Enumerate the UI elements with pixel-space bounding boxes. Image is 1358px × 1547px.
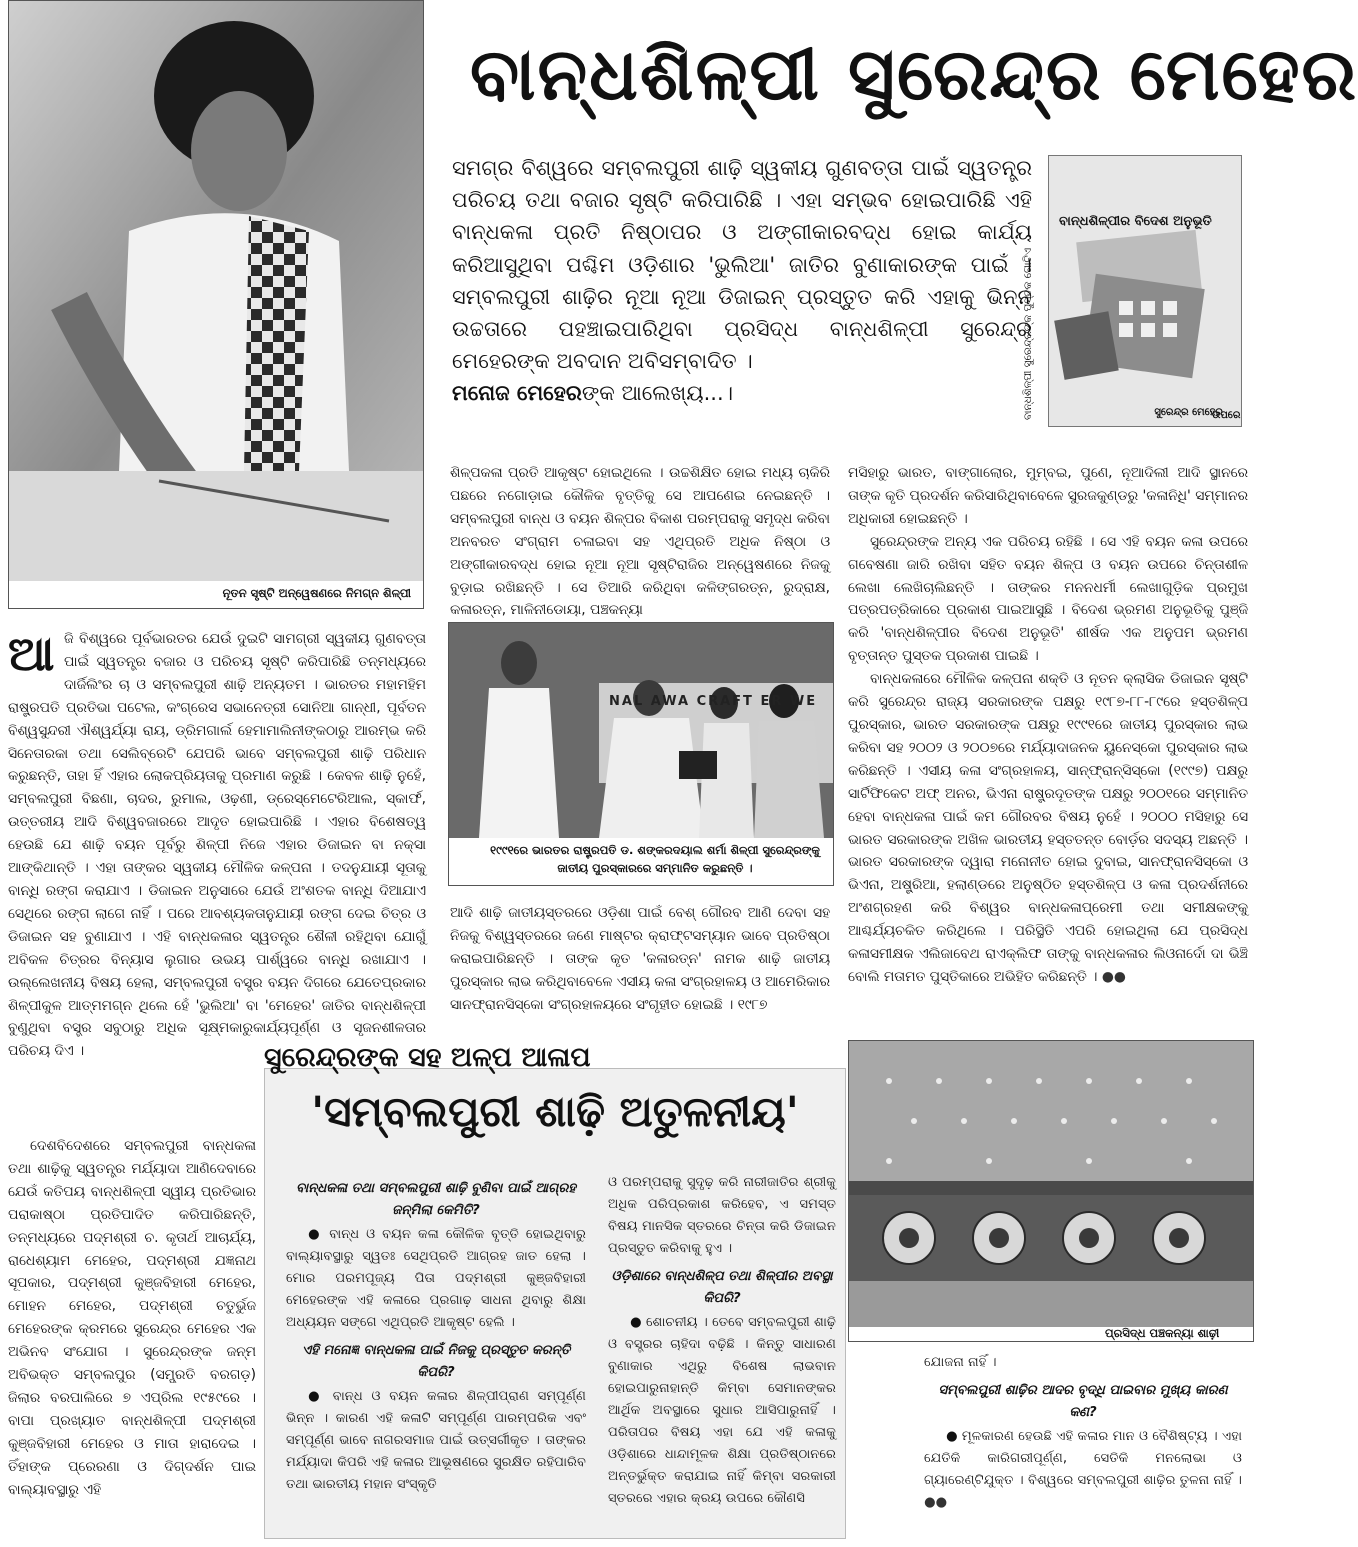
saree-photo xyxy=(849,1041,1253,1327)
col1b-para: ଦେଶବିଦେଶରେ ସମ୍ବଲପୁରୀ ବାନ୍ଧକଳା ତଥା ଶାଢ଼ିକୁ ସ୍ୱତନ୍ତ୍ର ମର୍ଯ୍ୟାଦା ଆଣିଦେବାରେ ଯେଉଁ କତିପୟ ବାନ୍ଧଶିଳ୍ପୀ ସ୍ୱୀୟ ପ୍ରତିଭାର ପରାକାଷ୍ଠା ପ୍ରତିପାଦିତ କରିପାରିଛନ୍ତି, ତନ୍ମଧ୍ୟରେ ପଦ୍ମଶ୍ରୀ ଚ. କୃତାର୍ଥ ଆଚାର୍ଯ୍ୟ, ରାଧେଶ୍ୟାମ ମେହେର, ପଦ୍ମଶ୍ରୀ ଯଜ୍ଞନାଥ ସୂପକାର, ପଦ୍ମଶ୍ରୀ କୁଞ୍ଜବିହାରୀ ମେହେର, ମୋହନ ମେହେର, ପଦ୍ମଶ୍ରୀ ଚତୁର୍ଭୁଜ ମେହେରଙ୍କ କ୍ରମରେ ସୁରେନ୍ଦ୍ର ମେହେର ଏକ ଅଭିନବ ସଂଯୋଗ । ସୁରେନ୍ଦ୍ରଙ୍କ ଜନ୍ମ ଅବିଭକ୍ତ ସମ୍ବଲପୁର (ସମ୍ପ୍ରତି ବରଗଡ଼) ଜିଲାର ବରପାଲିରେ ୭ ଏପ୍ରିଲ ୧୯୫୯ରେ । ବାପା ପ୍ରଖ୍ୟାତ ବାନ୍ଧଶିଳ୍ପୀ ପଦ୍ମଶ୍ରୀ କୁଞ୍ଜବିହାରୀ ମେହେର ଓ ମାତା ହାରାଦେଇ । ତିଁହାଙ୍କ ପ୍ରେରଣା ଓ ଦିଗ୍‌ଦର୍ଶନ ପାଇ ବାଲ୍ୟାବସ୍ଥାରୁ ଏହି xyxy=(8,1138,256,1498)
book-cover xyxy=(1048,155,1242,427)
byline-suffix: ଙ୍କ ଆଲେଖ୍ୟ...। xyxy=(581,381,734,406)
interview-column-3 xyxy=(924,1352,1242,1514)
award-caption-1: ୧୯୯୧ରେ ଭାରତର ରାଷ୍ଟ୍ରପତି ଡ. ଶଙ୍କରଦୟାଲ ଶର୍ମା ଶିଳ୍ପୀ ସୁରେନ୍ଦ୍ରଙ୍କୁ xyxy=(490,843,820,857)
end-mark-icon: ●● xyxy=(1101,968,1126,985)
body-column-3 xyxy=(848,462,1248,989)
interview-title: 'ସମ୍ବଲପୁରୀ ଶାଢ଼ି ଅତୁଳନୀୟ' xyxy=(311,1087,799,1136)
interview-q1: ବାନ୍ଧକଳା ତଥା ସମ୍ବଲପୁରୀ ଶାଢ଼ି ବୁଣିବା ପାଇଁ ଆଗ୍ରହ ଜନ୍ମିଲା କେମିତି? xyxy=(296,1181,576,1218)
saree-caption: ପ୍ରସିଦ୍ଧ ପଞ୍ଚକନ୍ୟା ଶାଢ଼ୀ xyxy=(1105,1326,1220,1340)
interview-q4: ସମ୍ବଲପୁରୀ ଶାଢ଼ିର ଆଦର ବୃଦ୍ଧି ପାଇବାର ମୁଖ୍ୟ କାରଣ କଣ? xyxy=(938,1383,1228,1420)
interview-a2b: ଓ ପରମ୍ପରାକୁ ସୁଦୃଢ଼ କରି ନାରୀଜାତିର ଶ୍ରୀକୁ ଅଧିକ ପରିପ୍ରକାଶ କରିହେବ, ଏ ସମସ୍ତ ବିଷୟ ମାନସିକ ସ୍ତରରେ ଚିନ୍ତା କରି ଡିଜାଇନ ପ୍ରସ୍ତୁତ କରିବାକୁ ହୁଏ । xyxy=(608,1175,836,1256)
col3c-text: ବାନ୍ଧକଳାରେ ମୌଳିକ କଳ୍ପନା ଶକ୍ତି ଓ ନୂତନ କ୍ଲାସିକ ଡିଜାଇନ ସୃଷ୍ଟି କରି ସୁରେନ୍ଦ୍ର ରାଜ୍ୟ ସରକାରଙ୍କ ପକ୍ଷରୁ ୧୯୮୭-୮୮-୮୯ରେ ହସ୍ତଶିଳ୍ପ ପୁରସ୍କାର, ଭାରତ ସରକାରଙ୍କ ପକ୍ଷରୁ ୧୯୯୧ରେ ଜାତୀୟ ପୁରସ୍କାର ଲାଭ କରିବା ସହ ୨୦୦୨ ଓ ୨୦୦୭ରେ ମର୍ଯ୍ୟାଦାଜନକ ୟୁନେସ୍କୋ ପୁରସ୍କାର ଲାଭ କରିଛନ୍ତି । ଏସୀୟ କଳା ସଂଗ୍ରହାଳୟ, ସାନ୍‌ଫ୍ରାନ୍‌ସିସ୍କୋ (୧୯୯୭) ପକ୍ଷରୁ ସାର୍ଟିଫିକେଟ ଅଫ୍ ଅନର, ଭିଏନା ରାଷ୍ଟ୍ରଦୂତଙ୍କ ପକ୍ଷରୁ ୨୦୦୧ରେ ସମ୍ମାନିତ ହେବା ବାନ୍ଧକଳା ପାଇଁ କମ ଗୌରବର ବିଷୟ ନୁହେଁ । ୨୦୦୦ ମସିହାରୁ ସେ ଭାରତ ସରକାରଙ୍କ ଅଖିଳ ଭାରତୀୟ ହସ୍ତତନ୍ତ ବୋର୍ଡ଼ର ସଦସ୍ୟ ଅଛନ୍ତି । ଭାରତ ସରକାରଙ୍କ ଦ୍ୱାରା ମନୋନୀତ ହୋଇ ଦୁବାଇ, ସାନଫ୍ରାନସିସ୍କୋ ଓ ଭିଏନା, ଅଷ୍ଟ୍ରିଆ, ହଲାଣ୍ଡରେ ଅନୁଷ୍ଠିତ ହସ୍ତଶିଳ୍ପ ଓ କଳା ପ୍ରଦର୍ଶନୀରେ ଅଂଶଗ୍ରହଣ କରି ବିଶ୍ୱର ବାନ୍ଧକଳାପ୍ରେମୀ ତଥା ସମୀକ୍ଷକଙ୍କୁ ଆଶ୍ଚର୍ଯ୍ୟଚକିତ କରିଥିଲେ । ପରିସ୍ଥିତି ଏପରି ହୋଇଥିଲା ଯେ ପ୍ରସିଦ୍ଧ କଳାସମୀକ୍ଷକ ଏଲିଜାବେଥ ରାଏକ୍ଲିଫ ତାଙ୍କୁ ବାନ୍ଧକଳାର ଲିଓନାର୍ଦୋ ଦା ଭିଞ୍ଚି ବୋଲି ମତାମତ ପୁସ୍ତିକାରେ ଅଭିହିତ କରିଛନ୍ତି । xyxy=(848,671,1248,985)
col3c-para xyxy=(848,668,1248,989)
book-corner-label: ଉପରେ xyxy=(1212,410,1241,421)
award-banner: NAL AWA CRAFT ER WE xyxy=(609,694,818,709)
interview-q2: ଏହି ମନୋଜ୍ଞ ବାନ୍ଧକଳା ପାଇଁ ନିଜକୁ ପ୍ରସ୍ତୁତ କରନ୍ତି କିପରି? xyxy=(301,1343,571,1380)
col2a-para: ଶିଳ୍ପକଳା ପ୍ରତି ଆକୃଷ୍ଟ ହୋଇଥିଲେ । ଉଚ୍ଚଶିକ୍ଷିତ ହୋଇ ମଧ୍ୟ ଚାକିରି ପଛରେ ନଗୋଡ଼ାଇ କୌଳିକ ବୃତ୍ତିକୁ ସେ ଆପଣେଇ ନେଇଛନ୍ତି । ସମ୍ବଲପୁରୀ ବାନ୍ଧ ଓ ବୟନ ଶିଳ୍ପର ବିକାଶ ପରମ୍ପରାକୁ ସମୃଦ୍ଧ କରିବା ଅନବରତ ସଂଗ୍ରାମ ଚଳାଇବା ସହ ଏଥିପ୍ରତି ଅଧିକ ନିଷ୍ଠା ଓ ଅଙ୍ଗୀକାରବଦ୍ଧ ହୋଇ ନୂଆ ନୂଆ ସୃଷ୍ଟିରାଜିର ଅନ୍ୱେଷଣରେ ନିଜକୁ ବୁଡ଼ାଇ ରଖିଛନ୍ତି । ସେ ତିଆରି କରିଥିବା କଳିଙ୍ଗରତ୍ନ, ରୁଦ୍ରାକ୍ଷ, କଳାରତ୍ନ, ମାଳିନୀଡୋୟା, ପଞ୍ଚକନ୍ୟା xyxy=(450,465,830,619)
artist-photo-frame xyxy=(8,0,424,609)
interview-kicker: ସୁରେନ୍ଦ୍ରଙ୍କ ସହ ଅଳ୍ପ ଆଳାପ xyxy=(264,1042,591,1073)
interview-a4: ● ମୂଳକାରଣ ହେଉଛି ଏହି କଳାର ମାନ ଓ ବୈଶିଷ୍ଟ୍ୟ । ଏହା ଯେତିକି କାରିଗରୀପୂର୍ଣ୍ଣ, ସେତିକି ମନଲୋଭା ଓ ଗ୍ୟାରେଣ୍ଟିଯୁକ୍ତ । ବିଶ୍ୱରେ ସମ୍ବଲପୁରୀ ଶାଢ଼ିର ତୁଳନା ନାହିଁ । xyxy=(924,1429,1242,1488)
col3a-para: ମସିହାରୁ ଭାରତ, ବାଙ୍ଗାଲୋର, ମୁମ୍ବଇ, ପୁଣେ, ନୂଆଦିଲୀ ଆଦି ସ୍ଥାନରେ ତାଙ୍କ କୃତି ପ୍ରଦର୍ଶନ କରିସାରିଥିବାବେଳେ ସୁରଜକୁଣ୍ଡରୁ 'କଳାନିଧି' ସମ୍ମାନର ଅଧିକାରୀ ହୋଇଛନ୍ତି । xyxy=(848,465,1248,527)
book-author: ସୁରେନ୍ଦ୍ର ମେହେର xyxy=(1154,407,1223,418)
artist-photo-caption: ନୂତନ ସୃଷ୍ଟି ଅନ୍ୱେଷଣରେ ନିମଗ୍ନ ଶିଳ୍ପୀ xyxy=(222,586,411,600)
intro-text: ସମଗ୍ର ବିଶ୍ୱରେ ସମ୍ବଲପୁରୀ ଶାଢ଼ି ସ୍ୱକୀୟ ଗୁଣବତ୍ତା ପାଇଁ ସ୍ୱତନ୍ତ୍ର ପରିଚୟ ତଥା ବଜାର ସୃଷ୍ଟି କରିପାରିଛି । ଏହା ସମ୍ଭବ ହୋଇପାରିଛି ଏହି ବାନ୍ଧକଳା ପ୍ରତି ନିଷ୍ଠାପର ଓ ଅଙ୍ଗୀକାରବଦ୍ଧ ହୋଇ କାର୍ଯ୍ୟ କରିଆସୁଥିବା ପଶ୍ଚିମ ଓଡ଼ିଶାର 'ଭୁଲିଆ' ଜାତିର ବୁଣାକାରଙ୍କ ପାଇଁ । ସମ୍ବଲପୁରୀ ଶାଢ଼ିର ନୂଆ ନୂଆ ଡିଜାଇନ୍ ପ୍ରସ୍ତୁତ କରି ଏହାକୁ ଭିନ୍ନ ଉଚ୍ଚତାରେ ପହଞ୍ଚାଇପାରିଥିବା ପ୍ରସିଦ୍ଧ ବାନ୍ଧଶିଳ୍ପୀ ସୁରେନ୍ଦ୍ର ମେହେରଙ୍କ ଅବଦାନ ଅବିସମ୍ବାଦିତ । xyxy=(452,156,1032,374)
artist-photo xyxy=(9,1,423,581)
interview-column-1 xyxy=(286,1172,586,1496)
interview-a2: ● ବାନ୍ଧ ଓ ବୟନ କଳାର ଶିଳ୍ପୀପ୍ରାଣ ସମ୍ପୂର୍ଣ୍ଣ ଭିନ୍ନ । କାରଣ ଏହି କଳାଟି ସମ୍ପୂର୍ଣ୍ଣ ପାରମ୍ପରିକ ଏବଂ ସମ୍ପୂର୍ଣ୍ଣ ଭାବେ ନାଗରସମାଜ ପାଇଁ ଉତ୍ସର୍ଗୀକୃତ । ତାଙ୍କର ମର୍ଯ୍ୟାଦା କିପରି ଏହି କଳାର ଆଭୂଷଣରେ ସୁରକ୍ଷିତ ରହିପାରିବ ତଥା ଭାରତୀୟ ମହାନ ସଂସ୍କୃତି xyxy=(286,1386,586,1496)
interview-a3b: ଯୋଜନା ନାହିଁ । xyxy=(924,1355,997,1370)
book-title: ବାନ୍ଧଶିଳ୍ପୀର ବିଦେଶ ଅନୁଭୂତି xyxy=(1059,214,1212,229)
intro-paragraph xyxy=(452,152,1032,410)
interview-column-2 xyxy=(608,1172,836,1510)
headline: ବାନ୍ଧଶିଳ୍ପୀ ସୁରେନ୍ଦ୍ର ମେହେର xyxy=(470,32,1358,116)
col1-para: ଜି ବିଶ୍ୱରେ ପୂର୍ବଭାରତର ଯେଉଁ ଦୁଇଟି ସାମଗ୍ରୀ ସ୍ୱକୀୟ ଗୁଣବତ୍ତା ପାଇଁ ସ୍ୱତନ୍ତ୍ର ବଜାର ଓ ପରିଚୟ ସୃଷ୍ଟି କରିପାରିଛି ତନ୍ମଧ୍ୟରେ ଦାର୍ଜିଲିଂର ଚା ଓ ସମ୍ବଲପୁରୀ ଶାଢ଼ି ଅନ୍ୟତମ । ଭାରତର ମହାମହିମ ରାଷ୍ଟ୍ରପତି ପ୍ରତିଭା ପଟେଲ, କଂଗ୍ରେସ ସଭାନେତ୍ରୀ ସୋନିଆ ଗାନ୍ଧୀ, ପୂର୍ବତନ ବିଶ୍ୱସୁନ୍ଦରୀ ଐଶ୍ୱର୍ଯ୍ୟା ରାୟ, ଡ୍ରିମଗାର୍ଲ ହେମାମାଲିନୀଙ୍କଠାରୁ ଆରମ୍ଭ କରି ସିନେତାରକା ତଥା ସେଲିବ୍ରେଟି ଯେପରି ଭାବେ ସମ୍ବଲପୁରୀ ଶାଢ଼ି ପରିଧାନ କରୁଛନ୍ତି, ତାହା ହିଁ ଏହାର ଲୋକପ୍ରିୟତାକୁ ପ୍ରମାଣ କରୁଛି । କେବଳ ଶାଢ଼ି ନୁହେଁ, ସମ୍ବଲପୁରୀ ବିଛଣା, ଚାଦର, ରୁମାଲ, ଓଢ଼ଣୀ, ଡ୍ରେସ୍‌ମେଟେରିଆଲ, ସ୍କାର୍ଫ, ଉତ୍ତରୀୟ ଆଦି ବିଶ୍ୱବଜାରରେ ଆଦୃତ ହୋଇପାରିଛି । ଏହାର ବିଶେଷତ୍ୱ ହେଉଛି ଯେ ଶାଢ଼ି ବୟନ ପୂର୍ବରୁ ଶିଳ୍ପୀ ନିଜେ ଏହାର ଡିଜାଇନ ବା ନକ୍ସା ଆଙ୍କିଥାନ୍ତି । ଏହା ତାଙ୍କର ସ୍ୱକୀୟ ମୌଳିକ କଳ୍ପନା । ତଦନୁଯାୟୀ ସୂତାକୁ ବାନ୍ଧି ରଙ୍ଗ କରାଯାଏ । ଡିଜାଇନ ଅନୁସାରେ ଯେଉଁ ଅଂଶତକ ବାନ୍ଧି ଦିଆଯାଏ ସେଥିରେ ରଙ୍ଗ ଲାଗେ ନାହିଁ । ପରେ ଆବଶ୍ୟକତାନୁଯାୟୀ ରଙ୍ଗ ଦେଇ ଚିତ୍ର ଓ ଡିଜାଇନ ସହ ବୁଣାଯାଏ । ଏହି ବାନ୍ଧକଳାର ସ୍ୱତନ୍ତ୍ର ଶୈଳୀ ରହିଥିବା ଯୋଗୁଁ ଅବିକଳ ଚିତ୍ରର ବିନ୍ୟାସ ଲୁଗାର ଉଭୟ ପାର୍ଶ୍ୱରେ ବାନ୍ଧି ରଖାଯାଏ । ଉଲ୍ଲେଖନୀୟ ବିଷୟ ହେଲା, ସମ୍ବଲପୁରୀ ବସ୍ତ୍ର ବୟନ ଦିଗରେ ଯେତେପ୍ରକାର ଶିଳ୍ପୀକୁଳ ଆତ୍ମମଗ୍ନ ଥିଲେ ହେଁ 'ଭୁଲିଆ' ବା 'ମେହେର' ଜାତିର ବାନ୍ଧଶିଳ୍ପୀ ବୁଣୁଥିବା ବସ୍ତ୍ର ସବୁଠାରୁ ଅଧିକ ସୂକ୍ଷ୍ମକାରୁକାର୍ଯ୍ୟପୂର୍ଣ୍ଣ ଓ ସୃଜନଶୀଳତାର ପରିଚୟ ଦିଏ । xyxy=(8,631,426,1060)
book-art xyxy=(1049,226,1241,386)
byline-name: ମନୋଜ ମେହେର xyxy=(452,381,582,406)
dropcap: ଆ xyxy=(8,626,55,682)
award-photo xyxy=(449,623,833,838)
book-side-caption: ବାନ୍ଧଶିଳ୍ପୀ ସୁରେନ୍ଦ୍ରଙ୍କ ପୁସ୍ତକ ଗୋଟିଏ xyxy=(1022,247,1034,420)
end-mark-icon: ●● xyxy=(924,1495,948,1510)
saree-photo-frame xyxy=(848,1040,1254,1342)
col2b-para: ଆଦି ଶାଢ଼ି ଜାତୀୟସ୍ତରରେ ଓଡ଼ିଶା ପାଇଁ ବେଶ୍ ଗୌରବ ଆଣି ଦେବା ସହ ନିଜକୁ ବିଶ୍ୱସ୍ତରରେ ଜଣେ ମାଷ୍ଟର କ୍ରାଫ୍ଟସମ୍ୟାନ ଭାବେ ପ୍ରତିଷ୍ଠା କରାଇପାରିଛନ୍ତି । ତାଙ୍କ କୃତ 'କଳାରତ୍ନ' ନାମକ ଶାଢ଼ି ଜାତୀୟ ପୁରସ୍କାର ଲାଭ କରିଥିବାବେଳେ ଏସୀୟ କଳା ସଂଗ୍ରହାଳୟ ଓ ଆମେରିକାର ସାନଫ୍ରାନସିସ୍କୋ ସଂଗ୍ରହାଳୟରେ ସଂଗୃହୀତ ହୋଇଛି । ୧୯୮୭ xyxy=(450,905,830,1013)
interview-a3: ● ଶୋଚନୀୟ । ତେବେ ସମ୍ବଲପୁରୀ ଶାଢ଼ି ଓ ବସ୍ତ୍ରର ଚାହିଦା ବଢ଼ିଛି । କିନ୍ତୁ ସାଧାରଣ ବୁଣାକାର ଏଥିରୁ ବିଶେଷ ଲାଭବାନ ହୋଇପାରୁନାହାନ୍ତି କିମ୍ବା ସେମାନଙ୍କର ଆର୍ଥିକ ଅବସ୍ଥାରେ ସୁଧାର ଆସିପାରୁନାହିଁ । ପରିତାପର ବିଷୟ ଏହା ଯେ ଏହି କଳାକୁ ଓଡ଼ିଶାରେ ଧାନ୍ଦାମୂଳକ ଶିକ୍ଷା ପ୍ରତିଷ୍ଠାନରେ ଅନ୍ତର୍ଭୁକ୍ତ କରାଯାଇ ନାହିଁ କିମ୍ବା ସରକାରୀ ସ୍ତରରେ ଏହାର କ୍ରୟ ଉପରେ କୌଣସି xyxy=(608,1312,836,1510)
body-column-1 xyxy=(8,628,426,1063)
award-photo-frame xyxy=(448,622,834,886)
award-caption-2: ଜାତୀୟ ପୁରସ୍କାରରେ ସମ୍ମାନିତ କରୁଛନ୍ତି । xyxy=(557,861,753,875)
interview-a1: ● ବାନ୍ଧ ଓ ବୟନ କଳା କୌଳିକ ବୃତ୍ତି ହୋଇଥିବାରୁ ବାଲ୍ୟାବସ୍ଥାରୁ ସ୍ୱତଃ ସେଥିପ୍ରତି ଆଗ୍ରହ ଜାତ ହେଲା । ମୋର ପରମପୂଜ୍ୟ ପିତା ପଦ୍ମଶ୍ରୀ କୁଞ୍ଜବିହାରୀ ମେହେରଙ୍କ ଏହି କଳାରେ ପ୍ରଗାଢ଼ ସାଧନା ଥିବାରୁ ଶିକ୍ଷା ଅଧ୍ୟୟନ ସଙ୍ଗେ ଏଥିପ୍ରତି ଆକୃଷ୍ଟ ହେଲି । xyxy=(286,1224,586,1334)
body-column-1b xyxy=(8,1135,256,1502)
col3b-para: ସୁରେନ୍ଦ୍ରଙ୍କ ଅନ୍ୟ ଏକ ପରିଚୟ ରହିଛି । ସେ ଏହି ବୟନ କଳା ଉପରେ ଗବେଷଣା ଜାରି ରଖିବା ସହିତ ବୟନ ଶିଳ୍ପ ଓ ବୟନ ଉପରେ ଚିନ୍ତାଶୀଳ ଲେଖା ଲେଖିଚାଲିଛନ୍ତି । ତାଙ୍କର ମନନଧର୍ମୀ ଲେଖାଗୁଡ଼ିକ ପ୍ରମୁଖ ପତ୍ରପତ୍ରିକାରେ ପ୍ରକାଶ ପାଇଆସୁଛି । ବିଦେଶ ଭ୍ରମଣ ଅନୁଭୂତିକୁ ପୁଞ୍ଜି କରି 'ବାନ୍ଧଶିଳ୍ପୀର ବିଦେଶ ଅନୁଭୂତି' ଶୀର୍ଷକ ଏକ ଅନୁପମ ଭ୍ରମଣ ବୃତ୍ତାନ୍ତ ପୁସ୍ତକ ପ୍ରକାଶ ପାଇଛି । xyxy=(848,533,1248,665)
interview-q3: ଓଡ଼ିଶାରେ ବାନ୍ଧଶିଳ୍ପ ତଥା ଶିଳ୍ପୀର ଅବସ୍ଥା କିପରି? xyxy=(611,1269,833,1306)
body-column-2b xyxy=(450,902,830,1017)
body-column-2a xyxy=(450,462,830,622)
